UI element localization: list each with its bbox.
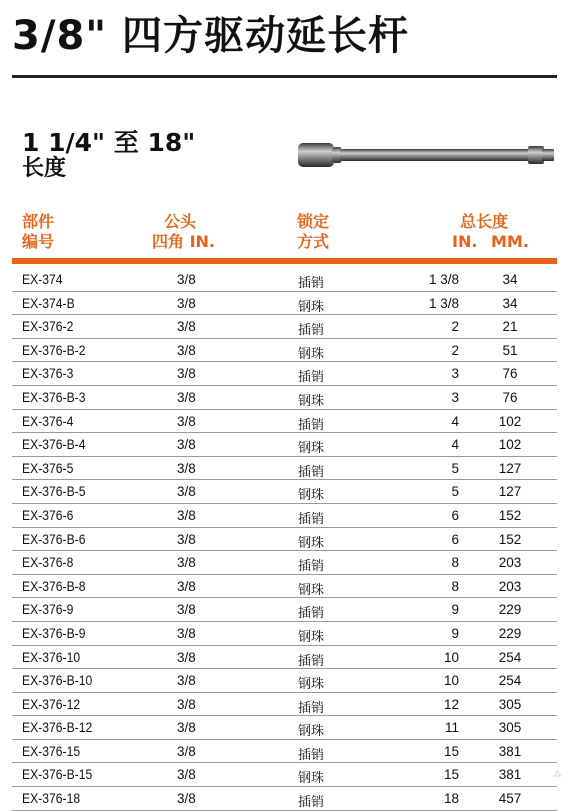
table-row — [12, 268, 557, 292]
header-lock-type: 锁定 方式 — [297, 212, 330, 251]
cell-in: 11 — [444, 720, 459, 736]
cell-lock: 钢珠 — [298, 535, 325, 551]
cell-drive: 3/8 — [177, 366, 196, 382]
cell-drive: 3/8 — [177, 649, 196, 665]
cell-in: 4 — [451, 413, 459, 429]
table-row — [12, 504, 557, 528]
cell-drive: 3/8 — [177, 696, 196, 712]
cell-drive: 3/8 — [177, 319, 196, 335]
cell-in: 10 — [443, 649, 459, 665]
cell-mm: 51 — [502, 342, 518, 358]
cell-in: 4 — [451, 437, 459, 453]
cell-mm: 381 — [498, 767, 522, 783]
cell-lock: 插销 — [298, 511, 325, 527]
cell-part: EX-376-10 — [22, 649, 81, 665]
cell-drive: 3/8 — [177, 720, 196, 736]
cell-in: 5 — [451, 460, 459, 476]
cell-lock: 插销 — [298, 323, 325, 339]
cell-mm: 229 — [498, 625, 522, 641]
cell-in: 5 — [451, 484, 459, 500]
cell-lock: 插销 — [298, 370, 325, 386]
cell-drive: 3/8 — [177, 673, 196, 689]
header-overall-length: 总长度 IN. MM. — [452, 212, 529, 251]
cell-mm: 152 — [498, 507, 522, 523]
cell-mm: 305 — [498, 720, 522, 736]
cell-drive: 3/8 — [177, 578, 196, 594]
cell-mm: 229 — [498, 602, 522, 618]
cell-mm: 102 — [498, 413, 522, 429]
cell-in: 15 — [443, 743, 459, 759]
cell-lock: 插销 — [298, 606, 325, 622]
header-divider — [12, 258, 557, 264]
cell-in: 6 — [451, 507, 459, 523]
cell-lock: 钢珠 — [298, 488, 325, 504]
cell-drive: 3/8 — [177, 531, 196, 547]
table-row — [12, 480, 557, 504]
cell-drive: 3/8 — [177, 437, 196, 453]
cell-lock: 钢珠 — [298, 724, 325, 740]
length-range-value: 1 1/4" 至 18" — [22, 128, 196, 157]
cell-part: EX-376-5 — [22, 460, 74, 476]
cell-part: EX-374-B — [22, 295, 75, 311]
header-part-number: 部件 编号 — [22, 212, 55, 251]
header-length-inch: IN. — [452, 232, 478, 251]
cell-drive: 3/8 — [177, 767, 196, 783]
cell-in: 3 — [451, 389, 459, 405]
cell-mm: 254 — [498, 673, 522, 689]
cell-in: 12 — [443, 696, 459, 712]
cell-lock: 插销 — [298, 653, 325, 669]
length-range — [22, 130, 195, 182]
length-range-label: 长度 — [22, 156, 67, 181]
cell-mm: 127 — [498, 484, 522, 500]
cell-in: 9 — [451, 602, 459, 618]
cell-part: EX-376-3 — [22, 366, 74, 382]
cell-lock: 钢珠 — [298, 299, 325, 315]
cell-part: EX-376-B-3 — [22, 389, 86, 405]
cell-drive: 3/8 — [177, 484, 196, 500]
cell-lock: 插销 — [298, 700, 325, 716]
cell-mm: 76 — [502, 366, 518, 382]
header-drive-size: 公头 四角 IN. — [152, 212, 215, 251]
header-length-mm: MM. — [491, 232, 529, 251]
cell-part: EX-376-2 — [22, 319, 74, 335]
cell-drive: 3/8 — [177, 460, 196, 476]
cell-mm: 152 — [498, 531, 522, 547]
table-row — [12, 740, 557, 764]
table-row — [12, 339, 557, 363]
cell-part: EX-374 — [22, 272, 63, 287]
table-row — [12, 716, 557, 740]
cell-mm: 381 — [498, 743, 522, 759]
cell-lock: 钢珠 — [298, 582, 325, 598]
table-row — [12, 315, 557, 339]
cell-lock: 钢珠 — [298, 346, 325, 362]
cell-lock: 钢珠 — [298, 393, 325, 409]
cell-part: EX-376-8 — [22, 555, 74, 571]
cell-part: EX-376-18 — [22, 791, 81, 807]
cell-mm: 34 — [502, 295, 518, 311]
table-row — [12, 551, 557, 575]
cell-part: EX-376-B-12 — [22, 720, 93, 736]
table-row — [12, 598, 557, 622]
cell-in: 1 3/8 — [428, 295, 459, 311]
cell-in: 8 — [451, 578, 459, 594]
cell-lock: 钢珠 — [298, 771, 325, 787]
page-title: 3/8" 四方驱动延长杆 — [12, 13, 410, 59]
cell-mm: 127 — [498, 460, 522, 476]
cell-drive: 3/8 — [177, 743, 196, 759]
cell-part: EX-376-B-5 — [22, 484, 86, 500]
cell-part: EX-376-B-6 — [22, 531, 86, 547]
cell-in: 8 — [451, 555, 459, 571]
cell-part: EX-376-4 — [22, 413, 74, 429]
cell-mm: 21 — [502, 319, 518, 335]
cell-lock: 插销 — [298, 464, 325, 480]
cell-in: 2 — [451, 319, 459, 335]
table-row — [12, 410, 557, 434]
cell-lock: 插销 — [298, 559, 325, 575]
cell-mm: 305 — [498, 696, 522, 712]
cell-mm: 254 — [498, 649, 522, 665]
table-row — [12, 362, 557, 386]
cell-mm: 76 — [502, 389, 518, 405]
table-row — [12, 575, 557, 599]
cell-in: 6 — [451, 531, 459, 547]
cell-mm: 102 — [498, 437, 522, 453]
cell-lock: 插销 — [298, 795, 325, 811]
table-row — [12, 433, 557, 457]
cell-drive: 3/8 — [177, 295, 196, 311]
cell-lock: 插销 — [298, 417, 325, 433]
cell-part: EX-376-B-15 — [22, 767, 93, 783]
table-row — [12, 787, 557, 811]
cell-part: EX-376-12 — [22, 696, 81, 712]
cell-drive: 3/8 — [177, 602, 196, 618]
table-row — [12, 386, 557, 410]
cell-drive: 3/8 — [177, 413, 196, 429]
cell-lock: 钢珠 — [298, 677, 325, 693]
cell-drive: 3/8 — [177, 389, 196, 405]
cell-in: 1 3/8 — [428, 272, 459, 287]
cell-part: EX-376-6 — [22, 507, 74, 523]
cell-mm: 203 — [498, 578, 522, 594]
spec-table — [12, 268, 557, 811]
extension-bar-icon — [296, 140, 558, 170]
table-row — [12, 292, 557, 316]
table-row — [12, 693, 557, 717]
table-row — [12, 528, 557, 552]
table-row — [12, 457, 557, 481]
cell-part: EX-376-B-9 — [22, 625, 86, 641]
cell-lock: 钢珠 — [298, 441, 325, 457]
cell-in: 18 — [443, 791, 459, 807]
cell-drive: 3/8 — [177, 625, 196, 641]
cell-part: EX-376-9 — [22, 602, 74, 618]
cell-in: 15 — [443, 767, 459, 783]
cell-in: 10 — [443, 673, 459, 689]
cell-drive: 3/8 — [177, 507, 196, 523]
cell-lock: 钢珠 — [298, 629, 325, 645]
cell-lock: 插销 — [298, 747, 325, 763]
cell-mm: 34 — [502, 272, 518, 287]
cell-part: EX-376-B-10 — [22, 673, 93, 689]
title-divider — [12, 75, 557, 78]
table-row — [12, 763, 557, 787]
table-row — [12, 646, 557, 670]
cell-drive: 3/8 — [177, 342, 196, 358]
watermark: ⁂ — [553, 770, 562, 780]
cell-part: EX-376-B-8 — [22, 578, 86, 594]
cell-part: EX-376-B-4 — [22, 437, 86, 453]
cell-drive: 3/8 — [177, 791, 196, 807]
cell-mm: 203 — [498, 555, 522, 571]
cell-in: 2 — [451, 342, 459, 358]
cell-lock: 插销 — [298, 276, 325, 291]
cell-part: EX-376-15 — [22, 743, 81, 759]
cell-in: 9 — [451, 625, 459, 641]
cell-mm: 457 — [498, 791, 522, 807]
cell-part: EX-376-B-2 — [22, 342, 86, 358]
table-row — [12, 669, 557, 693]
table-row — [12, 622, 557, 646]
cell-drive: 3/8 — [177, 555, 196, 571]
cell-in: 3 — [451, 366, 459, 382]
cell-drive: 3/8 — [177, 272, 196, 287]
